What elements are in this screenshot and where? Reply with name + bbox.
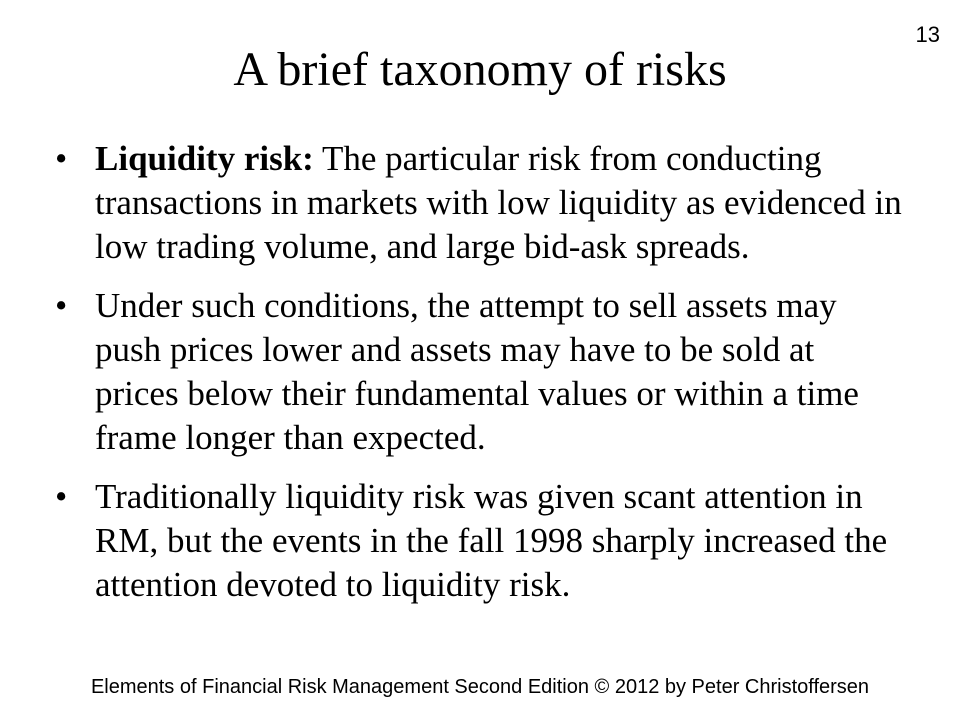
bullet-icon: • bbox=[55, 139, 68, 178]
bullet-list bbox=[55, 137, 905, 622]
bullet-item-traditionally bbox=[55, 475, 905, 607]
bullet-item-liquidity-risk bbox=[55, 137, 905, 269]
bullet-icon: • bbox=[55, 477, 68, 516]
bullet-text: Traditionally liquidity risk was given scant attention in RM, but the events in the fall 1998 sharply increased the attention devoted to liquidity risk. bbox=[95, 477, 888, 604]
bullet-text: Under such conditions, the attempt to sell assets may push prices lower and assets may have to be sold at prices below their fundamental values or within a time frame longer than expected. bbox=[95, 286, 859, 457]
bullet-term: Liquidity risk: bbox=[95, 139, 314, 178]
bullet-icon: • bbox=[55, 286, 68, 325]
slide-number: 13 bbox=[915, 22, 940, 47]
slide-title: A brief taxonomy of risks bbox=[233, 43, 727, 96]
bullet-item-conditions bbox=[55, 284, 905, 460]
slide-footer: Elements of Financial Risk Management Second Edition © 2012 by Peter Christoffersen bbox=[90, 676, 870, 698]
bullet-text: The particular risk from conducting transactions in markets with low liquidity as evidenced in low trading volume, and large bid-ask spreads. bbox=[95, 139, 902, 266]
